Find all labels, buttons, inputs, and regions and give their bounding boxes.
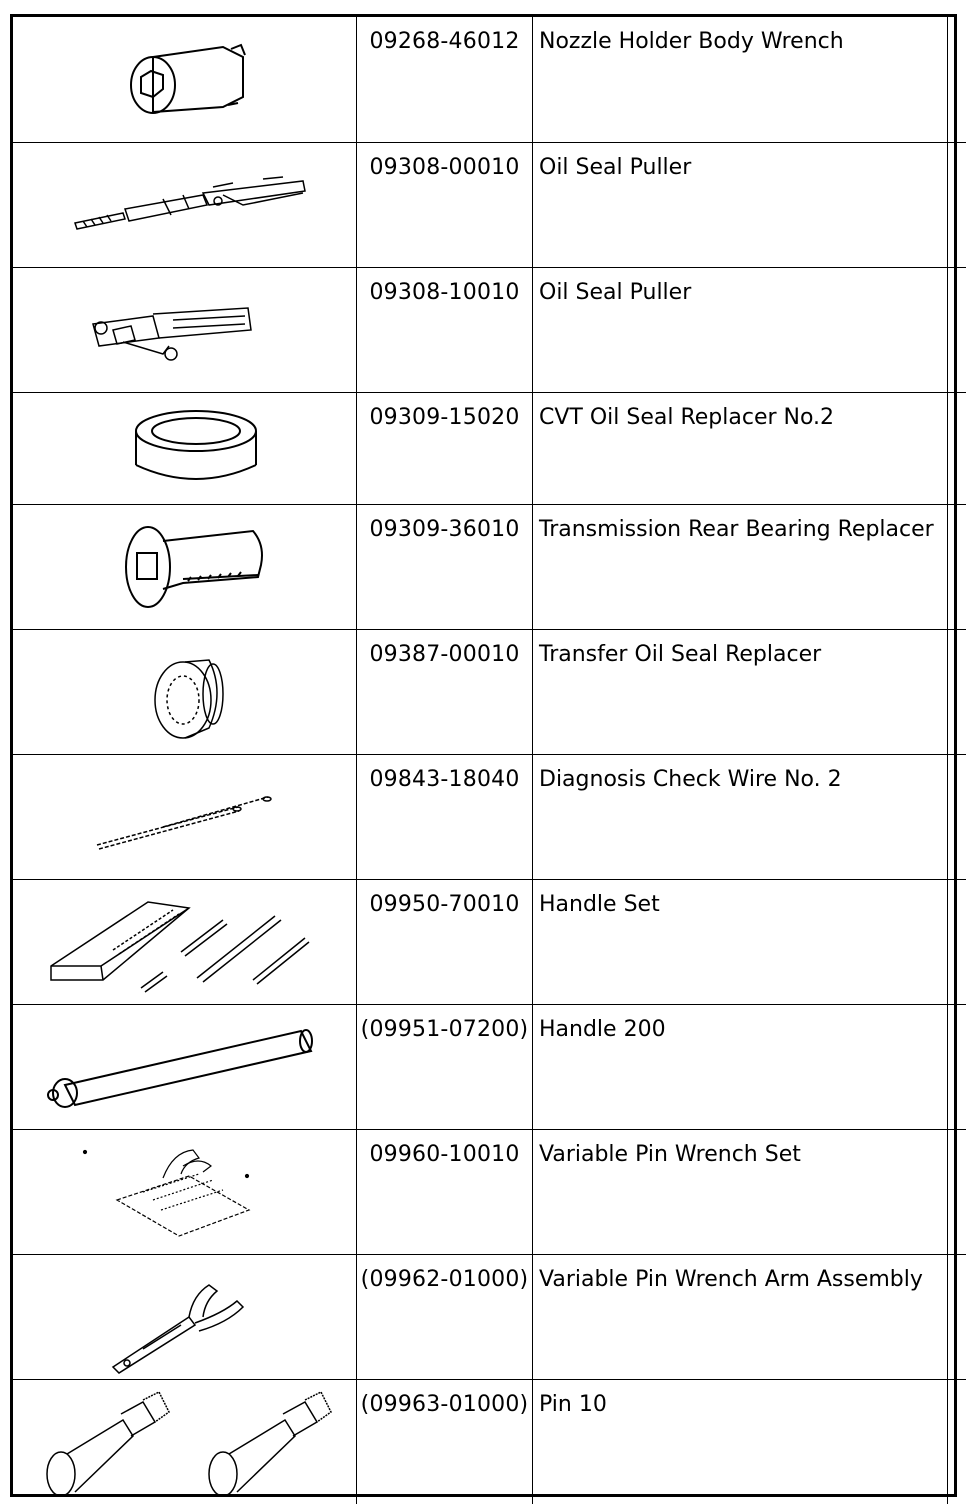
tool-name: Variable Pin Wrench Arm Assembly (533, 1254, 948, 1379)
tool-illustration-cell (13, 629, 357, 754)
tool-illustration-cell (13, 392, 357, 504)
blank-cell (948, 142, 966, 267)
table-row (13, 267, 966, 392)
blank-cell (948, 879, 966, 1004)
tool-illustration-cell (13, 1379, 357, 1504)
part-number: (09962-01000) (357, 1254, 533, 1379)
part-number: (09951-07200) (357, 1004, 533, 1129)
seal-replacer-icon (13, 630, 356, 754)
tool-name: Transfer Oil Seal Replacer (533, 629, 948, 754)
pin-wrench-set-icon (13, 1130, 356, 1254)
tool-name: CVT Oil Seal Replacer No.2 (533, 392, 948, 504)
table-row (13, 1379, 966, 1504)
table-row (13, 17, 966, 142)
tool-illustration-cell (13, 1254, 357, 1379)
tool-name: Diagnosis Check Wire No. 2 (533, 754, 948, 879)
part-number: 09268-46012 (357, 17, 533, 142)
blank-cell (948, 1254, 966, 1379)
part-number: 09387-00010 (357, 629, 533, 754)
table-row (13, 392, 966, 504)
slide-puller-icon (13, 143, 356, 267)
blank-cell (948, 1379, 966, 1504)
jaw-puller-icon (13, 268, 356, 392)
tool-illustration-cell (13, 17, 357, 142)
part-number: 09308-00010 (357, 142, 533, 267)
table-row (13, 629, 966, 754)
blank-cell (948, 17, 966, 142)
check-wire-icon (13, 755, 356, 879)
part-number: 09309-36010 (357, 504, 533, 629)
tool-illustration-cell (13, 267, 357, 392)
handle-set-icon (13, 880, 356, 1004)
part-number: 09308-10010 (357, 267, 533, 392)
tool-illustration-cell (13, 142, 357, 267)
special-tool-table (13, 17, 966, 1504)
handle-bar-icon (13, 1005, 356, 1129)
tool-name: Nozzle Holder Body Wrench (533, 17, 948, 142)
blank-cell (948, 1004, 966, 1129)
blank-cell (948, 392, 966, 504)
tool-name: Variable Pin Wrench Set (533, 1129, 948, 1254)
table-row (13, 1004, 966, 1129)
table-row (13, 142, 966, 267)
tool-illustration-cell (13, 879, 357, 1004)
tool-name: Oil Seal Puller (533, 267, 948, 392)
blank-cell (948, 267, 966, 392)
tool-name: Oil Seal Puller (533, 142, 948, 267)
blank-cell (948, 629, 966, 754)
table-row (13, 1254, 966, 1379)
part-number: 09950-70010 (357, 879, 533, 1004)
part-number: 09309-15020 (357, 392, 533, 504)
blank-cell (948, 504, 966, 629)
ring-replacer-icon (13, 393, 356, 504)
tool-name: Pin 10 (533, 1379, 948, 1504)
blank-cell (948, 754, 966, 879)
tool-name: Handle 200 (533, 1004, 948, 1129)
nozzle-wrench-icon (13, 17, 356, 141)
part-number: (09963-01000) (357, 1379, 533, 1504)
tool-table-frame (10, 14, 957, 1497)
blank-cell (948, 1129, 966, 1254)
part-number: 09843-18040 (357, 754, 533, 879)
tool-illustration-cell (13, 1129, 357, 1254)
table-row (13, 1129, 966, 1254)
table-row (13, 879, 966, 1004)
tool-name: Transmission Rear Bearing Replacer (533, 504, 948, 629)
tool-name: Handle Set (533, 879, 948, 1004)
tool-illustration-cell (13, 1004, 357, 1129)
table-row (13, 754, 966, 879)
tool-illustration-cell (13, 754, 357, 879)
part-number: 09960-10010 (357, 1129, 533, 1254)
tool-illustration-cell (13, 504, 357, 629)
table-row (13, 504, 966, 629)
pin-wrench-arm-icon (13, 1255, 356, 1379)
pin-icon (13, 1380, 356, 1504)
bearing-replacer-icon (13, 505, 356, 629)
